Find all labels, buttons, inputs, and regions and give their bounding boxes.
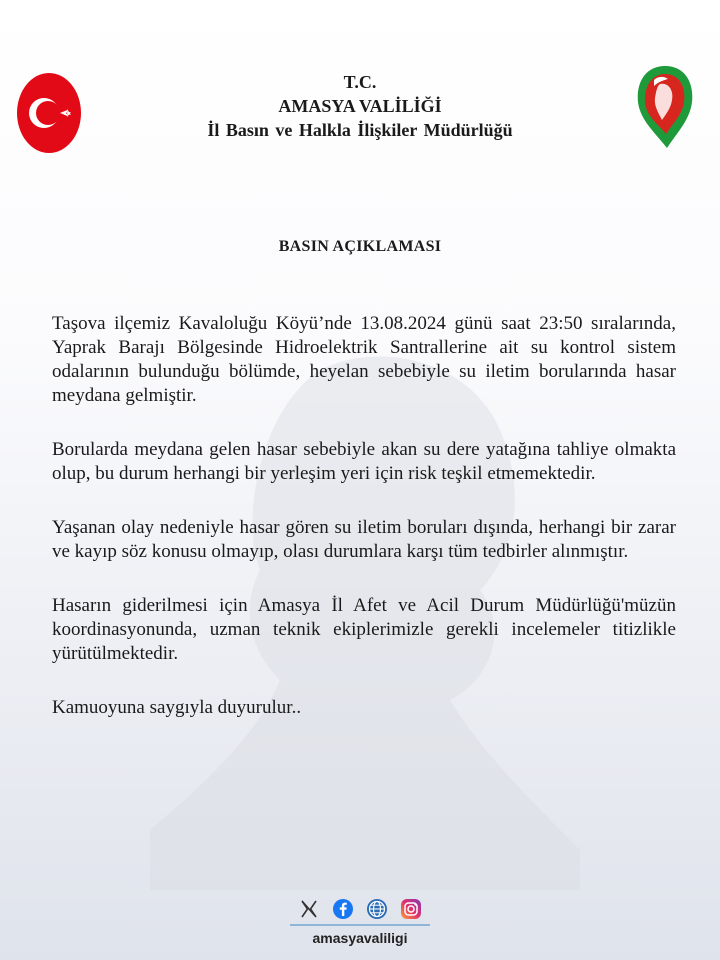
- header-line-governorship: AMASYA VALİLİĞİ: [278, 96, 442, 116]
- paragraph-3: Yaşanan olay nedeniyle hasar gören su iletim boruları dışında, herhangi bir zarar ve kayıp söz konusu olmayıp, olası durumlara karşı tüm tedbirler alınmıştır.: [52, 517, 676, 562]
- social-handle[interactable]: amasyavaliligi: [312, 930, 408, 946]
- social-icons: [280, 896, 440, 922]
- header-line-department: İl Basın ve Halkla İlişkiler Müdürlüğü: [207, 120, 513, 140]
- x-icon[interactable]: [298, 898, 320, 920]
- amasya-emblem-icon: [634, 62, 696, 150]
- closing-line: Kamuoyuna saygıyla duyurulur..: [52, 697, 302, 718]
- social-footer: [280, 896, 440, 946]
- paragraph-2: Borularda meydana gelen hasar sebebiyle akan su dere yatağına tahliye olmakta olup, bu durum herhangi bir yerleşim yeri için risk teşkil etmemektedir.: [52, 439, 676, 484]
- document-body: [52, 312, 676, 750]
- paragraph-1: Taşova ilçemiz Kavaloluğu Köyü’nde 13.08.2024 günü saat 23:50 sıralarında, Yaprak Barajı Bölgesinde Hidroelektrik Santrallerine ait su kontrol sistem odalarının bulunduğu bölümde, heyelan sebebiyle su iletim borularında hasar meydana gelmiştir.: [52, 313, 676, 406]
- facebook-icon[interactable]: [332, 898, 354, 920]
- document-header: [140, 70, 580, 142]
- globe-icon[interactable]: [366, 898, 388, 920]
- page-title: BASIN AÇIKLAMASI: [278, 238, 442, 255]
- instagram-icon[interactable]: [400, 898, 422, 920]
- paragraph-4: Hasarın giderilmesi için Amasya İl Afet ve Acil Durum Müdürlüğü'müzün koordinasyonunda, uzman teknik ekiplerimizle gerekli incelemeler titizlikle yürütülmektedir.: [52, 595, 676, 664]
- footer-divider: [290, 924, 430, 926]
- header-line-tc: T.C.: [343, 72, 377, 92]
- turkish-flag-icon: [16, 72, 82, 154]
